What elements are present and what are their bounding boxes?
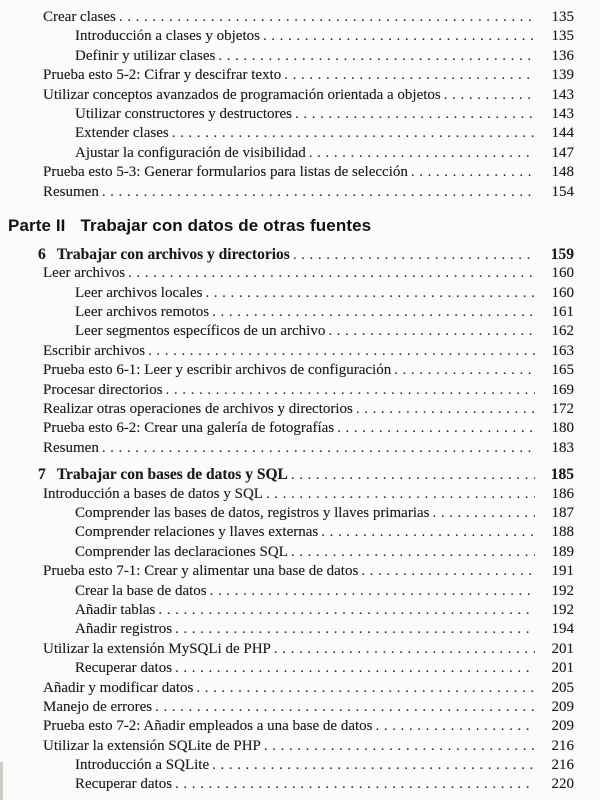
toc-entry-row [0,66,574,85]
dot-leader [433,504,536,523]
entry-label: Introducción a bases de datos y SQL [43,485,263,502]
toc-entry-row [0,47,574,66]
dot-leader [205,284,535,303]
dot-leader [264,737,535,756]
entry-page-number: 144 [551,125,574,142]
entry-page-number: 143 [551,86,574,103]
entry-label: Escribir archivos [43,342,146,359]
toc-entry-row [0,485,574,504]
dot-leader [102,183,535,202]
toc-entry-row [0,601,574,620]
toc-entry-row [0,86,574,105]
entry-page-number: 216 [551,757,574,774]
chapter-number: 7 [38,466,46,484]
entry-label: Prueba esto 5-3: Generar formularios para listas de selección [43,164,408,181]
entry-label: Crear la base de datos [75,582,207,599]
entry-page-number: 220 [551,776,574,793]
dot-leader [172,124,535,143]
dot-leader [119,8,535,27]
entry-label: Recuperar datos [75,776,173,793]
entry-page-number: 135 [551,28,574,45]
toc-entry-row [0,419,574,438]
part-heading [0,214,574,238]
entry-page-number: 186 [551,485,574,502]
entry-label: Prueba esto 6-2: Crear una galería de fotografías [43,420,335,437]
dot-leader [321,523,535,542]
entry-label: Definir y utilizar clases [75,47,216,64]
toc-entry-row [0,342,574,361]
entry-label: Comprender relaciones y llaves externas [75,524,319,541]
entry-page-number: 160 [551,284,574,301]
chapter-title: Trabajar con bases de datos y SQL [56,466,288,484]
entry-page-number: 147 [551,144,574,161]
toc-entry-row [0,523,574,542]
entry-label: Resumen [43,439,99,456]
toc-entry-row [0,775,574,794]
entry-label: Manejo de errores [43,698,153,715]
entry-label: Leer archivos remotos [75,304,210,321]
dot-leader [291,543,535,562]
part-title: Trabajar con datos de otras fuentes [80,215,372,235]
toc-entry-row [0,361,574,380]
toc-entry-row [0,303,574,322]
scan-artifact [0,762,3,800]
entry-page-number: 205 [551,679,574,696]
entry-label: Realizar otras operaciones de archivos y directorios [43,401,353,418]
entry-page-number: 180 [551,420,574,437]
toc-entry-row [0,543,574,562]
entry-label: Crear clases [43,9,116,25]
entry-label: Utilizar la extensión MySQLi de PHP [43,640,271,657]
entry-page-number: 188 [551,524,574,541]
dot-leader [128,264,535,283]
dot-leader [309,144,535,163]
dot-leader [361,562,535,581]
entry-label: Prueba esto 5-2: Cifrar y descifrar texto [43,67,282,84]
entry-page-number: 169 [551,381,574,398]
entry-page-number: 172 [551,401,574,418]
entry-label: Extender clases [75,125,169,142]
dot-leader [212,756,535,775]
entry-page-number: 201 [551,660,574,677]
entry-page-number: 209 [551,698,574,715]
entry-page-number: 192 [551,601,574,618]
dot-leader [411,163,535,182]
entry-page-number: 183 [551,439,574,456]
toc-entry-row [0,620,574,639]
entry-page-number: 135 [551,9,574,25]
dot-leader [210,582,535,601]
entry-page-number: 192 [551,582,574,599]
entry-page-number: 189 [551,543,574,560]
dot-leader [274,640,535,659]
toc-entry-row [0,264,574,283]
entry-page-number: 163 [551,342,574,359]
entry-label: Introducción a clases y objetos [75,28,260,45]
dot-leader [394,361,535,380]
toc-entry-row [0,504,574,523]
toc-entry-row [0,717,574,736]
toc-entry-row [0,640,574,659]
dot-leader [175,620,535,639]
part-label: Parte II [8,215,66,235]
dot-leader [284,66,535,85]
toc-entry-row [0,737,574,756]
entry-page-number: 191 [551,563,574,580]
dot-leader [155,698,535,717]
entry-label: Añadir tablas [75,601,156,618]
entry-label: Leer archivos [43,265,126,282]
toc-entry-row [0,582,574,601]
entry-page-number: 143 [551,105,574,122]
toc-entry-row [0,562,574,581]
toc-entry-row [0,756,574,775]
entry-label: Leer segmentos específicos de un archivo [75,323,326,340]
entry-page-number: 148 [551,164,574,181]
chapter-title: Trabajar con archivos y directorios [56,245,290,263]
toc-entry-row [0,124,574,143]
dot-leader [148,342,535,361]
entry-label: Prueba esto 6-1: Leer y escribir archivos de configuración [43,362,392,379]
entry-page-number: 139 [551,67,574,84]
toc-entry-row [0,284,574,303]
entry-page-number: 187 [551,504,574,521]
entry-label: Resumen [43,183,99,200]
entry-page-number: 165 [551,362,574,379]
dot-leader [218,47,535,66]
chapter-number: 6 [38,245,46,263]
entry-label: Utilizar constructores y destructores [75,105,293,122]
dot-leader [196,679,535,698]
toc-entry-row [0,381,574,400]
dot-leader [158,601,535,620]
entry-label: Ajustar la configuración de visibilidad [75,144,306,161]
entry-page-number: 154 [551,183,574,200]
dot-leader [175,775,535,794]
dot-leader [295,105,535,124]
toc-entry-row [0,163,574,182]
dot-leader [337,419,535,438]
toc-entry-row [0,679,574,698]
toc-entry-row [0,8,574,27]
entry-page-number: 160 [551,265,574,282]
dot-leader [263,27,535,46]
dot-leader [212,303,535,322]
dot-leader [291,466,535,485]
toc-entry-row [0,144,574,163]
entry-page-number: 194 [551,621,574,638]
dot-leader [376,717,536,736]
entry-label: Utilizar la extensión SQLite de PHP [43,737,261,754]
toc-entry-row [0,183,574,202]
dot-leader [444,86,535,105]
entry-page-number: 216 [551,737,574,754]
entry-label: Comprender las bases de datos, registros y llaves primarias [75,504,430,521]
dot-leader [175,659,535,678]
dot-leader [328,322,535,341]
entry-label: Prueba esto 7-2: Añadir empleados a una base de datos [43,718,373,735]
entry-label: Procesar directorios [43,381,163,398]
entry-page-number: 136 [551,47,574,64]
chapter-page-number: 159 [550,245,574,263]
dot-leader [293,246,535,265]
entry-page-number: 161 [551,304,574,321]
entry-page-number: 162 [551,323,574,340]
entry-label: Añadir registros [75,621,173,638]
entry-label: Introducción a SQLite [75,757,210,774]
entry-label: Recuperar datos [75,660,173,677]
entry-label: Utilizar conceptos avanzados de programación orientada a objetos [43,86,441,103]
entry-label: Prueba esto 7-1: Crear y alimentar una base de datos [43,563,359,580]
dot-leader [266,485,535,504]
toc-entry-row [0,105,574,124]
dot-leader [166,381,535,400]
toc-entry-row [0,400,574,419]
toc-chapter-row [0,245,574,264]
entry-label: Comprender las declaraciones SQL [75,543,288,560]
entry-page-number: 209 [551,718,574,735]
entry-label: Leer archivos locales [75,284,203,301]
toc-entry-row [0,439,574,458]
entry-page-number: 201 [551,640,574,657]
dot-leader [102,439,535,458]
chapter-page-number: 185 [550,466,574,484]
toc-entry-row [0,322,574,341]
toc-chapter-row [0,465,574,484]
toc-entry-row [0,27,574,46]
toc-entry-row [0,659,574,678]
entry-label: Añadir y modificar datos [43,679,194,696]
toc-entry-row [0,698,574,717]
dot-leader [356,400,535,419]
